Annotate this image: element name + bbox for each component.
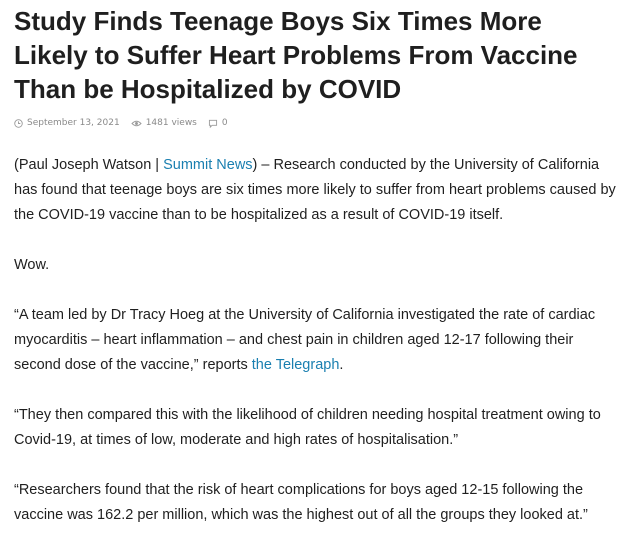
- paragraph-3-text: “A team led by Dr Tracy Hoeg at the University of California investigated the rate of cardiac myocarditis – heart inflammation – and chest pain in children aged 12-17 following their second dose of the vaccine,” reports: [14, 307, 596, 373]
- paragraph-5: “Researchers found that the risk of heart complications for boys aged 12-15 following the vaccine was 162.2 per million, which was the highest out of all the groups they looked at.”: [14, 482, 588, 523]
- paragraph-2: Wow.: [14, 257, 50, 273]
- paragraph-3: [14, 303, 620, 378]
- meta-comments[interactable]: [208, 118, 228, 128]
- paragraph-1: [14, 153, 620, 228]
- paragraph-4: “They then compared this with the likelihood of children needing hospital treatment owing to Covid-19, at times of low, moderate and high rates of hospitalisation.”: [14, 407, 601, 448]
- eye-icon: [131, 119, 142, 128]
- meta-date-text: September 13, 2021: [27, 118, 120, 128]
- paragraph-1-lead: (Paul Joseph Watson |: [14, 157, 164, 173]
- clock-icon: [14, 119, 23, 128]
- comment-icon: [208, 119, 218, 128]
- article: [14, 0, 620, 528]
- meta-views-text: 1481 views: [145, 118, 197, 128]
- summit-news-link[interactable]: Summit News: [163, 157, 253, 173]
- meta-comments-count: 0: [221, 118, 228, 128]
- paragraph-3-end: .: [339, 357, 344, 373]
- article-body: [14, 153, 620, 528]
- meta-date: [14, 118, 120, 128]
- paragraph-1-text: ) – Research conducted by the University of California has found that teenage boys are six times more likely to suffer from heart problems caused by the COVID-19 vaccine than to be hospitalized as a result of COVID-19 itself.: [14, 157, 616, 223]
- article-title: Study Finds Teenage Boys Six Times More Likely to Suffer Heart Problems From Vaccine Than be Hospitalized by COVID: [14, 6, 578, 104]
- article-meta: [14, 116, 620, 130]
- meta-views: [131, 118, 197, 128]
- telegraph-link[interactable]: the Telegraph: [251, 357, 340, 373]
